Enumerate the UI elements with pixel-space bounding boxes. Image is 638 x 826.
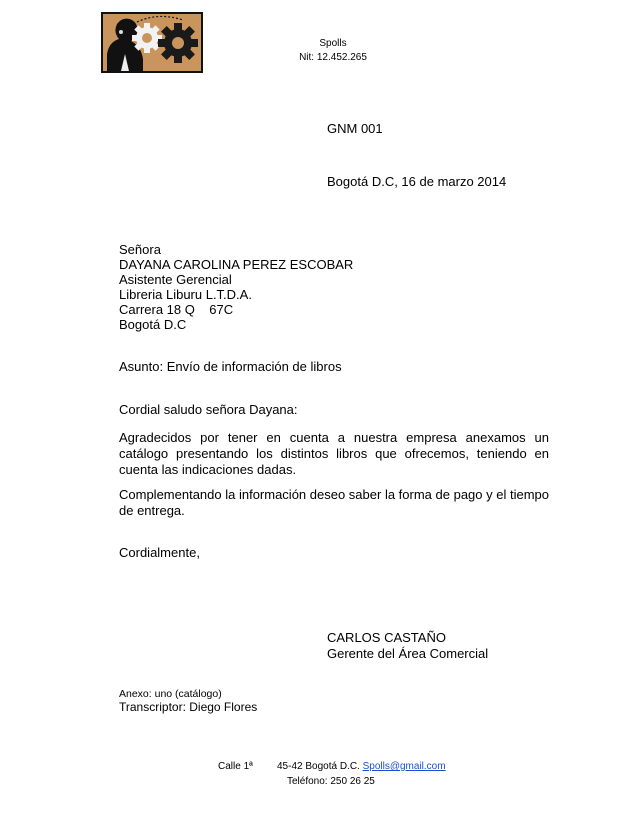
signer-name: CARLOS CASTAÑO (327, 630, 446, 645)
footer-address-line (277, 761, 446, 772)
footer-address: 45-42 Bogotá D.C. (277, 761, 360, 772)
body-paragraph-2: Complementando la información deseo saber la forma de pago y el tiempo de entrega. (119, 487, 549, 518)
footer-street: Calle 1ª (218, 761, 253, 772)
recipient-salutation: Señora (119, 242, 161, 257)
body-paragraph-1: Agradecidos por tener en cuenta a nuestra empresa anexamos un catálogo presentando los distintos libros que ofrecemos, teniendo en cuenta las indicaciones dadas. (119, 430, 549, 477)
recipient-position: Asistente Gerencial (119, 272, 232, 287)
signer-title: Gerente del Área Comercial (327, 646, 489, 661)
gear-icon (103, 14, 201, 71)
company-nit: Nit: 12.452.265 (299, 52, 367, 63)
recipient-city: Bogotá D.C (119, 317, 187, 332)
recipient-address: Carrera 18 Q 67C (119, 302, 234, 317)
subject-line: Asunto: Envío de información de libros (119, 359, 342, 374)
annex-note: Anexo: uno (catálogo) (119, 688, 222, 700)
greeting: Cordial saludo señora Dayana: (119, 402, 298, 417)
transcriber-note: Transcriptor: Diego Flores (119, 700, 258, 714)
recipient-company: Libreria Liburu L.T.D.A. (119, 287, 252, 302)
footer-phone: Teléfono: 250 26 25 (287, 776, 375, 787)
company-logo (101, 12, 203, 73)
place-date: Bogotá D.C, 16 de marzo 2014 (327, 174, 507, 189)
reference-code: GNM 001 (327, 121, 383, 136)
recipient-name: DAYANA CAROLINA PEREZ ESCOBAR (119, 257, 354, 272)
footer-email-link[interactable]: Spolls@gmail.com (362, 761, 446, 772)
closing: Cordialmente, (119, 545, 200, 560)
company-name: Spolls (319, 38, 347, 49)
